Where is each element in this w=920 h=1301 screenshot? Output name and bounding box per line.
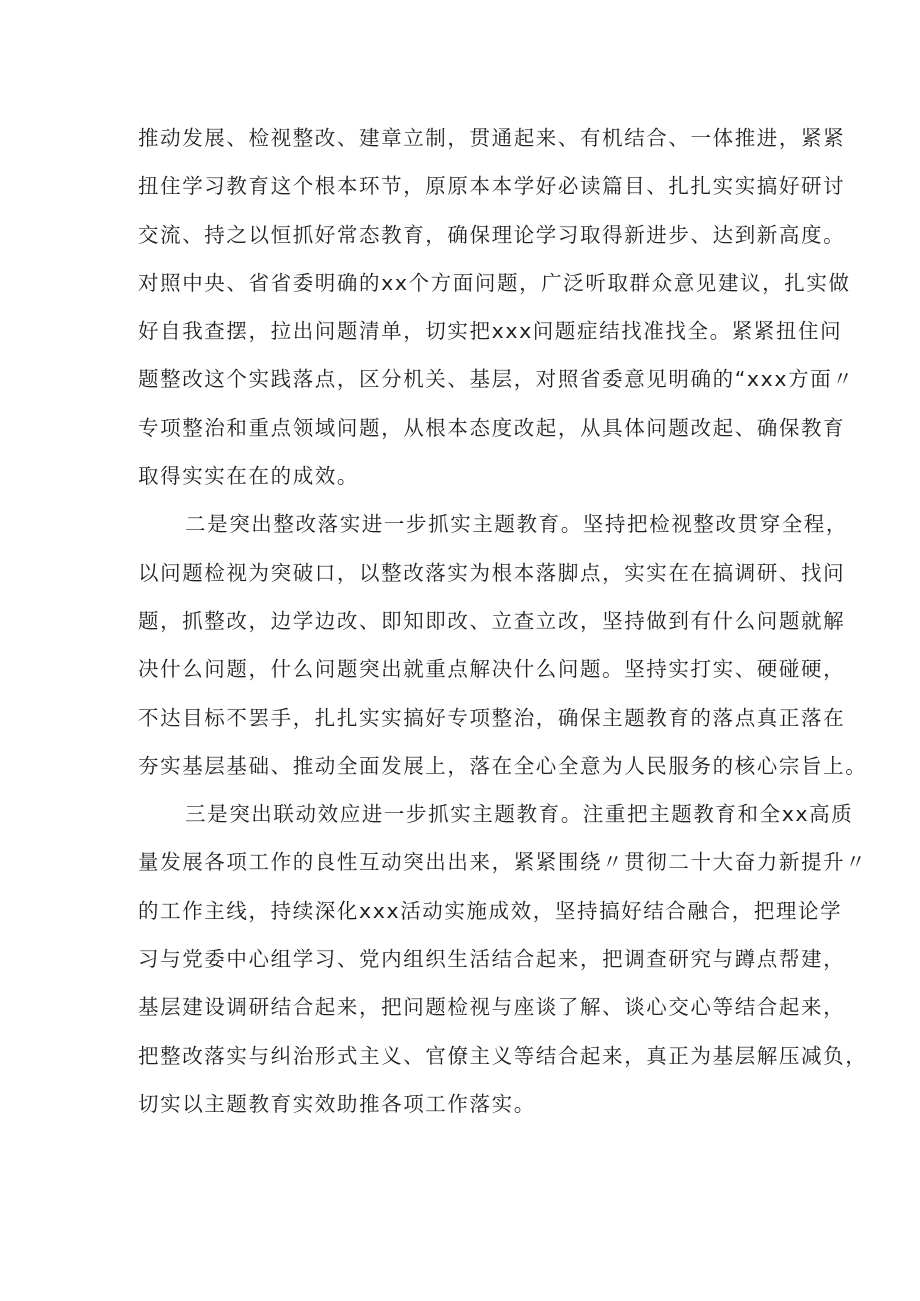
paragraph-2 xyxy=(138,500,868,790)
text-line: 以问题检视为突破口，以整改落实为根本落脚点，实实在在搞调研、找问 xyxy=(138,560,846,585)
text-line: 决什么问题，什么问题突出就重点解决什么问题。坚持实打实、硬碰硬， xyxy=(138,657,846,682)
text-line: 推动发展、检视整改、建章立制，贯通起来、有机结合、一体推进，紧紧 xyxy=(138,126,846,150)
paragraph-3 xyxy=(138,790,868,1128)
text-line: 夯实基层基础、推动全面发展上，落在全心全意为人民服务的核心宗旨上。 xyxy=(138,753,868,778)
text-line: 对照中央、省省委明确的xx个方面问题，广泛听取群众意见建议，扎实做 xyxy=(138,270,851,295)
text-line: 切实以主题教育实效助推各项工作落实。 xyxy=(138,1091,536,1116)
text-line: 三是突出联动效应进一步抓实主题教育。注重把主题教育和全xx高质 xyxy=(185,802,854,827)
text-line: 题，抓整改，边学边改、即知即改、立查立改，坚持做到有什么问题就解 xyxy=(138,608,846,633)
text-line: 交流、持之以恒抓好常态教育，确保理论学习取得新进步、达到新高度。 xyxy=(138,222,846,247)
text-line: 扭住学习教育这个根本环节，原原本本学好必读篇目、扎扎实实搞好研讨 xyxy=(138,174,846,199)
text-line: 二是突出整改落实进一步抓实主题教育。坚持把检视整改贯穿全程， xyxy=(185,512,848,537)
text-line: 量发展各项工作的良性互动突出出来，紧紧围绕〃贯彻二十大奋力新提升〃 xyxy=(138,850,868,875)
text-line: 习与党委中心组学习、党内组织生活结合起来，把调查研究与蹲点帮建， xyxy=(138,947,846,972)
text-line: 取得实实在在的成效。 xyxy=(138,464,359,489)
text-line: 不达目标不罢手，扎扎实实搞好专项整治，确保主题教育的落点真正落在 xyxy=(138,705,846,730)
document-body xyxy=(138,114,868,1128)
text-line: 基层建设调研结合起来，把问题检视与座谈了解、谈心交心等结合起来， xyxy=(138,995,846,1020)
text-line: 的工作主线，持续深化xxx活动实施成效，坚持搞好结合融合，把理论学 xyxy=(138,898,843,923)
text-line: 好自我查摆，拉出问题清单，切实把xxx问题症结找准找全。紧紧扭住问 xyxy=(138,319,843,344)
text-line: 专项整治和重点领域问题，从根本态度改起，从具体问题改起、确保教育 xyxy=(138,415,846,440)
text-line: 题整改这个实践落点，区分机关、基层，对照省委意见明确的“xxx方面〃 xyxy=(138,367,855,392)
text-line: 把整改落实与纠治形式主义、官僚主义等结合起来，真正为基层解压减负， xyxy=(138,1043,868,1068)
paragraph-1 xyxy=(138,114,855,500)
